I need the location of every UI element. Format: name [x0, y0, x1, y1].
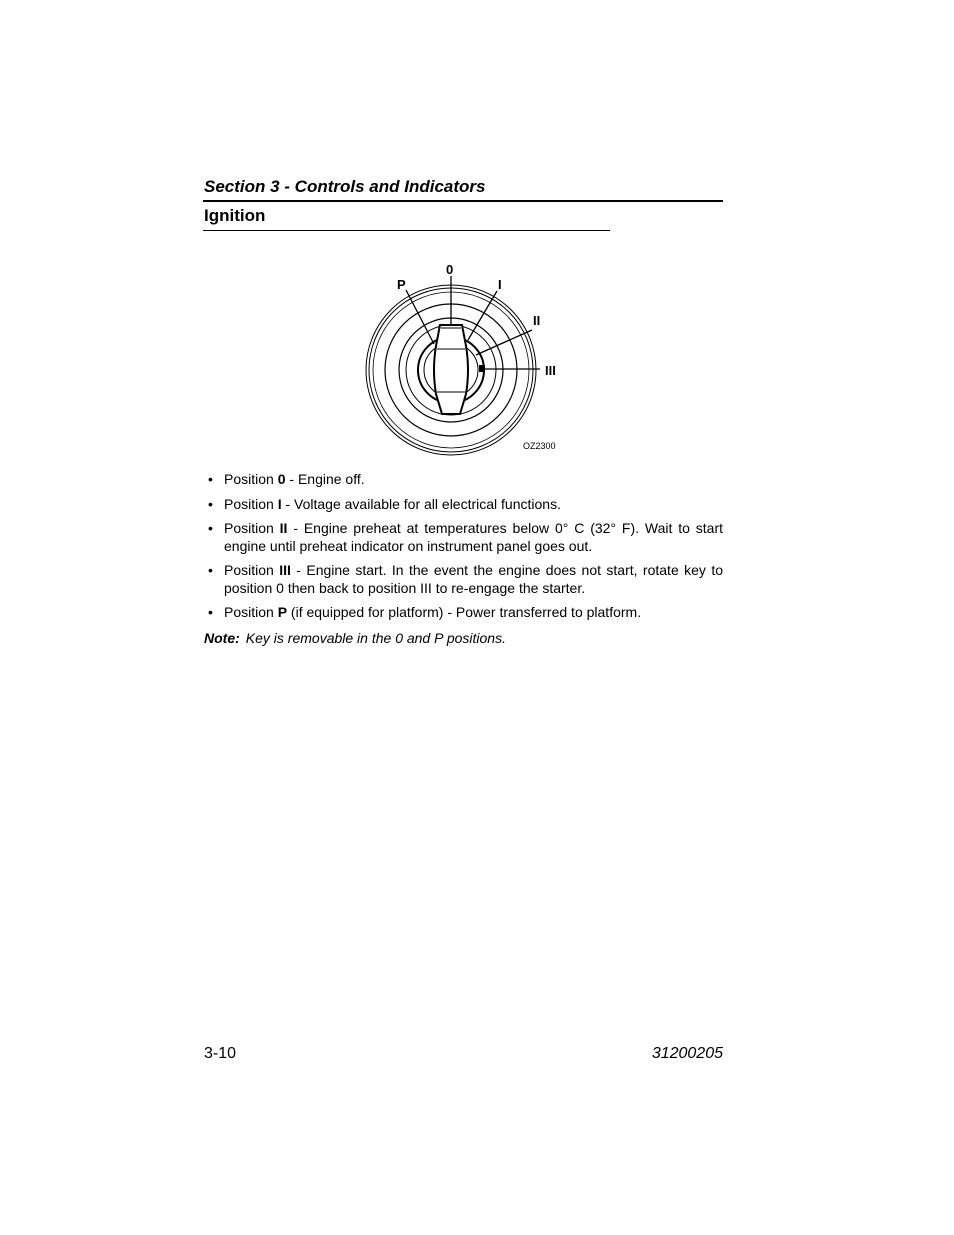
bullet-dot: •: [208, 520, 213, 536]
ignition-switch-figure: [360, 258, 580, 458]
subsection-title: Ignition: [204, 206, 266, 225]
page-number: 3-10: [204, 1045, 237, 1062]
label-iii: III: [545, 363, 556, 378]
list-item: • Position III - Engine start. In the event the engine does not start, rotate key to position 0 then back to position III to re-engage the starter.: [208, 562, 723, 596]
position-list: [204, 471, 723, 629]
section-rule: [203, 200, 723, 202]
list-item: • Position II - Engine preheat at temperatures below 0° C (32° F). Wait to start engine until preheat indicator on instrument panel goes out.: [208, 520, 723, 554]
subsection-rule: [203, 230, 610, 231]
section-title: Section 3 - Controls and Indicators: [204, 177, 486, 196]
key-handle: [434, 325, 468, 414]
note-label: Note:: [204, 630, 240, 646]
bullet-dot: •: [208, 495, 213, 512]
label-0: 0: [446, 262, 454, 277]
label-i: I: [498, 277, 502, 292]
list-item: • Position P (if equipped for platform) - Power transferred to platform.: [208, 604, 642, 620]
label-p: P: [397, 277, 406, 292]
list-item: • Position 0 - Engine off.: [208, 471, 365, 487]
bullet-dot: •: [208, 562, 213, 578]
bullet-dot: •: [208, 604, 213, 620]
position-marker: [479, 365, 485, 372]
label-ii: II: [533, 313, 541, 328]
document-number: 31200205: [651, 1045, 723, 1062]
note: [204, 630, 506, 646]
note-text: Key is removable in the 0 and P positions.: [245, 630, 506, 646]
list-item: • Position I - Voltage available for all electrical functions.: [208, 495, 561, 512]
figure-code: OZ2300: [523, 441, 556, 451]
bullet-dot: •: [208, 471, 213, 487]
